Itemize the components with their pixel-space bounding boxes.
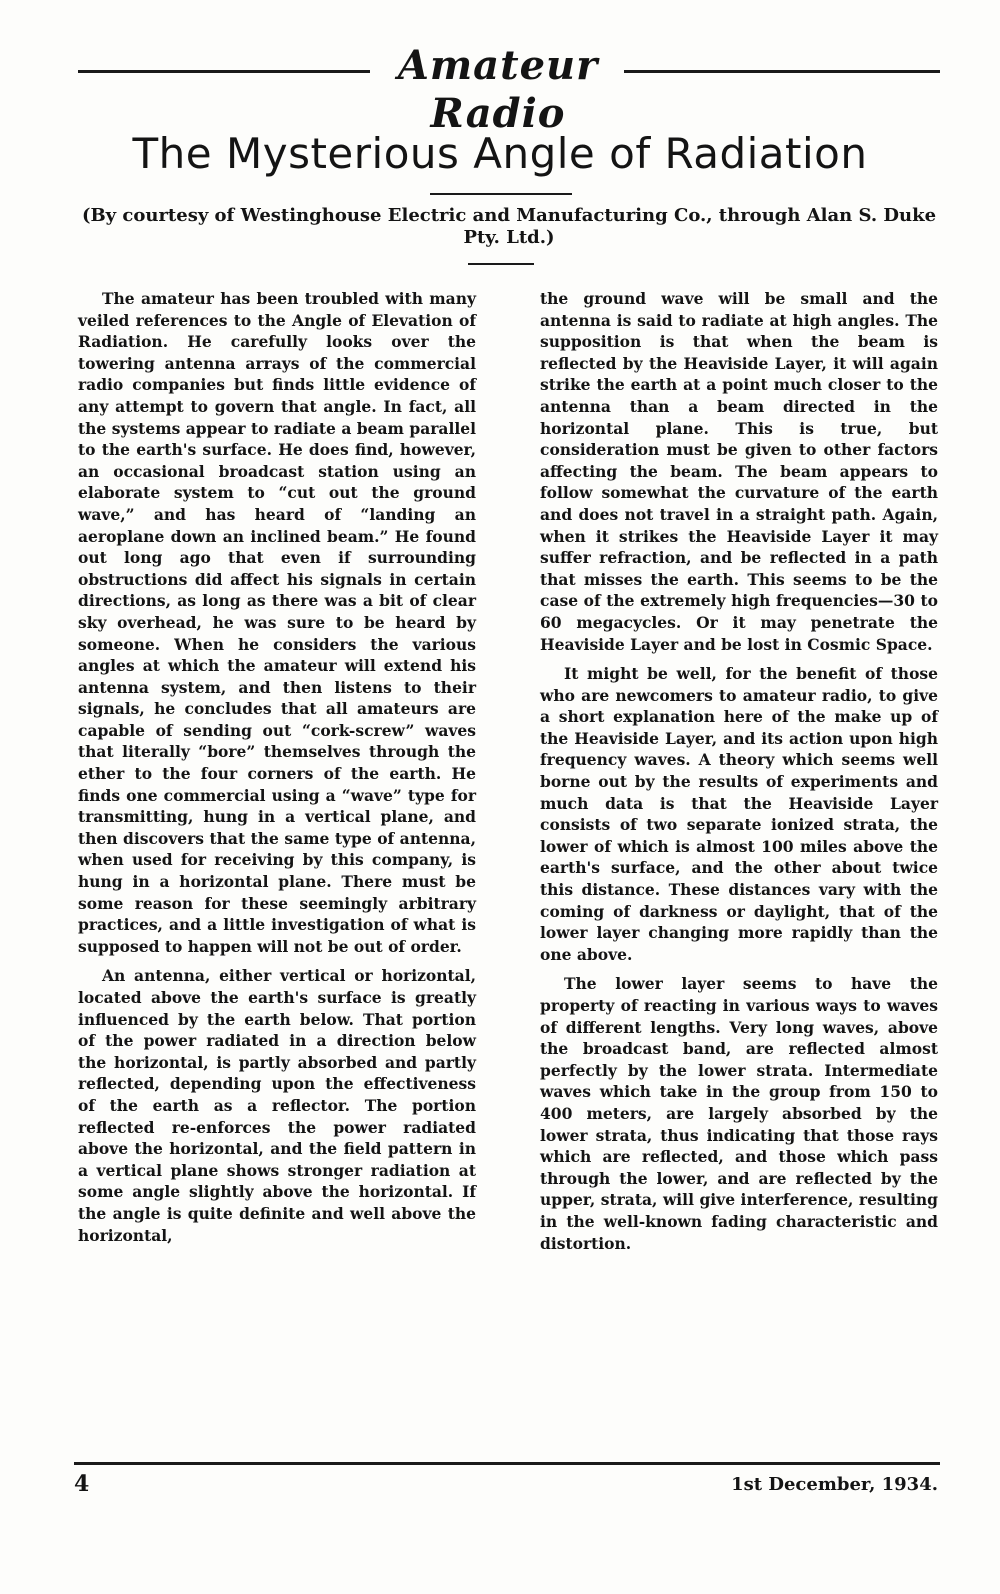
credit-divider bbox=[468, 263, 534, 265]
article-title: The Mysterious Angle of Radiation bbox=[132, 129, 868, 178]
left-column bbox=[78, 288, 476, 1254]
paragraph: The lower layer seems to have the property of reacting in various ways to waves of different lengths. Very long waves, above the broadcast band, are reflected almost perfectly by the lower strata. Intermediate waves which take in the group from 150 to 400 meters, are largely absorbed by the lower strata, thus indicating that those rays which are reflected, and those which pass through the lower, and are reflected by the upper, strata, will give interference, resulting in the well-known fading characteristic and distortion. bbox=[540, 974, 938, 1253]
paragraph: the ground wave will be small and the antenna is said to radiate at high angles. The supposition is that when the beam is reflected by the Heaviside Layer, it will again strike the earth at a point much closer to the antenna than a beam directed in the horizontal plane. This is true, but consideration must be given to other factors affecting the beam. The beam appears to follow somewhat the curvature of the earth and does not travel in a straight path. Again, when it strikes the Heaviside Layer it may suffer refraction, and be reflected in a path that misses the earth. This seems to be the case of the extremely high frequencies—30 to 60 megacycles. Or it may penetrate the Heaviside Layer and be lost in Cosmic Space. bbox=[540, 289, 938, 654]
page-number: 4 bbox=[74, 1471, 90, 1497]
masthead bbox=[78, 30, 940, 137]
footer-rule bbox=[74, 1462, 940, 1465]
paragraph: An antenna, either vertical or horizontal, located above the earth's surface is greatly influenced by the earth below. That portion of the power radiated in a direction below the horizontal, is partly absorbed and partly reflected, depending upon the effectiveness of the earth as a reflector. The portion reflected re-enforces the power radiated above the horizontal, and the field pattern in a vertical plane shows stronger radiation at some angle slightly above the horizontal. If the angle is quite definite and well above the horizontal, bbox=[78, 966, 476, 1245]
article-credit: (By courtesy of Westinghouse Electric and Manufacturing Co., through Alan S. Duke Pty. Ltd.) bbox=[81, 205, 937, 248]
masthead-rule-left bbox=[78, 70, 370, 73]
publication-name: Amateur Radio bbox=[397, 42, 599, 137]
masthead-rule-right bbox=[624, 70, 940, 73]
title-divider bbox=[430, 193, 572, 195]
paragraph: It might be well, for the benefit of those who are newcomers to amateur radio, to give a short explanation here of the make up of the Heaviside Layer, and its action upon high frequency waves. A theory which seems well borne out by the results of experiments and much data is that the Heaviside Layer consists of two separate ionized strata, the lower of which is almost 100 miles above the earth's surface, and the other about twice this distance. These distances vary with the coming of darkness or daylight, that of the lower layer changing more rapidly than the one above. bbox=[540, 664, 938, 964]
right-column bbox=[540, 288, 938, 1262]
issue-date: 1st December, 1934. bbox=[731, 1474, 938, 1495]
paragraph: The amateur has been troubled with many veiled references to the Angle of Elevation of Radiation. He carefully looks over the towering antenna arrays of the commercial radio companies but finds little evidence of any attempt to govern that angle. In fact, all the systems appear to radiate a beam parallel to the earth's surface. He does find, however, an occasional broadcast station using an elaborate system to “cut out the ground wave,” and has heard of “landing an aeroplane down an inclined beam.” He found out long ago that even if surrounding obstructions did affect his signals in certain directions, as long as there was a bit of clear sky overhead, he was sure to be heard by someone. When he considers the various angles at which the amateur will extend his antenna system, and then listens to their signals, he concludes that all amateurs are capable of sending out “cork-screw” waves that literally “bore” themselves through the ether to the four corners of the earth. He finds one commercial using a “wave” type for transmitting, hung in a vertical plane, and then discovers that the same type of antenna, when used for receiving by this company, is hung in a horizontal plane. There must be some reason for these seemingly arbitrary practices, and a little investigation of what is supposed to happen will not be out of order. bbox=[78, 289, 476, 956]
